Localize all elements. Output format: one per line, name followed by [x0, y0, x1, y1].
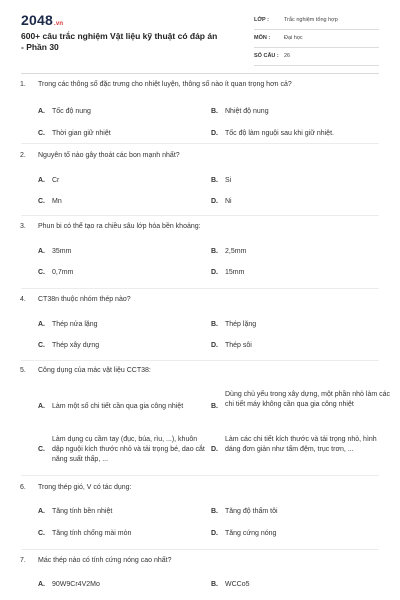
- option-key: C.: [38, 530, 45, 537]
- option-key: D.: [211, 530, 218, 537]
- option-key: A.: [38, 321, 45, 328]
- question-text: Phun bi có thể tạo ra chiều sâu lớp hóa bền khoảng:: [38, 223, 201, 230]
- question-text: Nguyên tố nào gây thoát các bon mạnh nhất?: [38, 152, 180, 159]
- question-text: CT38n thuộc nhóm thép nào?: [38, 296, 131, 303]
- option-text: Tăng tính bền nhiệt: [52, 508, 113, 515]
- option-key: D.: [211, 130, 218, 137]
- option-text: Nhiệt độ nung: [225, 108, 269, 115]
- option-key: D.: [211, 198, 218, 205]
- option-text: 0,7mm: [52, 269, 74, 276]
- question-divider: [21, 360, 379, 361]
- option-text: Cr: [52, 177, 60, 184]
- option-text: 2,5mm: [225, 248, 247, 255]
- header-divider: [21, 73, 379, 74]
- option-key: D.: [211, 446, 218, 453]
- option-key: C.: [38, 342, 45, 349]
- site-logo[interactable]: [21, 12, 63, 28]
- option-text: Tăng tính chống mài mòn: [52, 530, 132, 537]
- option-text: Thép xây dựng: [52, 342, 100, 349]
- document-meta: [254, 14, 379, 68]
- option-text: 15mm: [225, 269, 245, 276]
- option-key: C.: [38, 269, 45, 276]
- option-key: B.: [211, 177, 218, 184]
- meta-row-count: [254, 50, 379, 66]
- option-key: D.: [211, 342, 218, 349]
- option-key: A.: [38, 508, 45, 515]
- option-key: C.: [38, 130, 45, 137]
- question-number: 4.: [20, 296, 26, 303]
- meta-value: Đại học: [284, 35, 303, 41]
- question-number: 6.: [20, 484, 26, 491]
- option-key: C.: [38, 198, 45, 205]
- option-text: Tốc độ nung: [52, 108, 91, 115]
- option-key: A.: [38, 581, 45, 588]
- option-text: 90W9Cr4V2Mo: [52, 581, 100, 588]
- question-divider: [21, 288, 379, 289]
- option-key: B.: [211, 321, 218, 328]
- option-key: B.: [211, 108, 218, 115]
- option-text: 35mm: [52, 248, 72, 255]
- option-key: D.: [211, 269, 218, 276]
- question-text: Mác thép nào có tính cứng nóng cao nhất?: [38, 557, 172, 564]
- question-divider: [21, 475, 379, 476]
- option-text: Thép lặng: [225, 321, 257, 328]
- document-header: [0, 0, 400, 72]
- meta-value: Trắc nghiệm tổng hợp: [284, 17, 338, 23]
- option-text: Làm dụng cụ cầm tay (đục, búa, rìu, ...), khuôn dập nguội kích thước nhỏ và tải trọng bé, dao cắt năng suất thấp, ...: [52, 436, 205, 463]
- question-number: 3.: [20, 223, 26, 230]
- question-number: 2.: [20, 152, 26, 159]
- option-text: Làm một số chi tiết cần qua gia công nhiệt: [52, 403, 184, 410]
- logo-suffix: .vn: [53, 21, 64, 27]
- question-text: Trong thép gió, V có tác dụng:: [38, 484, 132, 491]
- question-divider: [21, 215, 379, 216]
- question-divider: [21, 549, 379, 550]
- option-key: B.: [211, 508, 218, 515]
- option-text: Ni: [225, 198, 232, 205]
- option-text: Thép nửa lặng: [52, 321, 98, 328]
- question-number: 1.: [20, 81, 26, 88]
- meta-row-subject: [254, 32, 379, 48]
- option-text: WCCo5: [225, 581, 250, 588]
- question-text: Công dụng của mác vật liệu CCT38:: [38, 367, 151, 374]
- logo-text: 2048: [21, 12, 53, 28]
- document-title: 600+ câu trắc nghiệm Vật liệu kỹ thuật có đáp án - Phần 30: [21, 31, 218, 52]
- option-key: B.: [211, 403, 218, 410]
- option-text: Dùng chủ yếu trong xây dựng, một phần nhỏ làm các chi tiết máy không cần qua gia công nhiệt: [225, 391, 391, 408]
- option-key: A.: [38, 248, 45, 255]
- option-text: Si: [225, 177, 232, 184]
- option-text: Làm các chi tiết kích thước và tải trọng nhỏ, hình dáng đơn giản như tấm đệm, trục trơn, ...: [225, 436, 377, 453]
- option-text: Tăng độ thấm tôi: [225, 508, 278, 515]
- option-key: A.: [38, 177, 45, 184]
- question-divider: [21, 143, 379, 144]
- option-key: C.: [38, 446, 45, 453]
- question-number: 5.: [20, 367, 26, 374]
- option-text: Thời gian giữ nhiệt: [52, 130, 111, 137]
- question-text: Trong các thông số đặc trưng cho nhiệt luyện, thông số nào ít quan trọng hơn cả?: [38, 81, 292, 88]
- question-number: 7.: [20, 557, 26, 564]
- meta-key: SỐ CÂU :: [254, 53, 279, 59]
- option-key: A.: [38, 403, 45, 410]
- option-text: Mn: [52, 198, 62, 205]
- meta-key: MÔN :: [254, 35, 271, 41]
- meta-value: 26: [284, 53, 291, 59]
- option-text: Thép sôi: [225, 342, 252, 349]
- option-key: B.: [211, 581, 218, 588]
- meta-key: LỚP :: [254, 17, 269, 23]
- meta-row-class: [254, 14, 379, 30]
- option-text: Tốc độ làm nguội sau khi giữ nhiệt.: [225, 130, 334, 137]
- option-key: B.: [211, 248, 218, 255]
- option-text: Tăng cứng nóng: [225, 530, 277, 537]
- option-key: A.: [38, 108, 45, 115]
